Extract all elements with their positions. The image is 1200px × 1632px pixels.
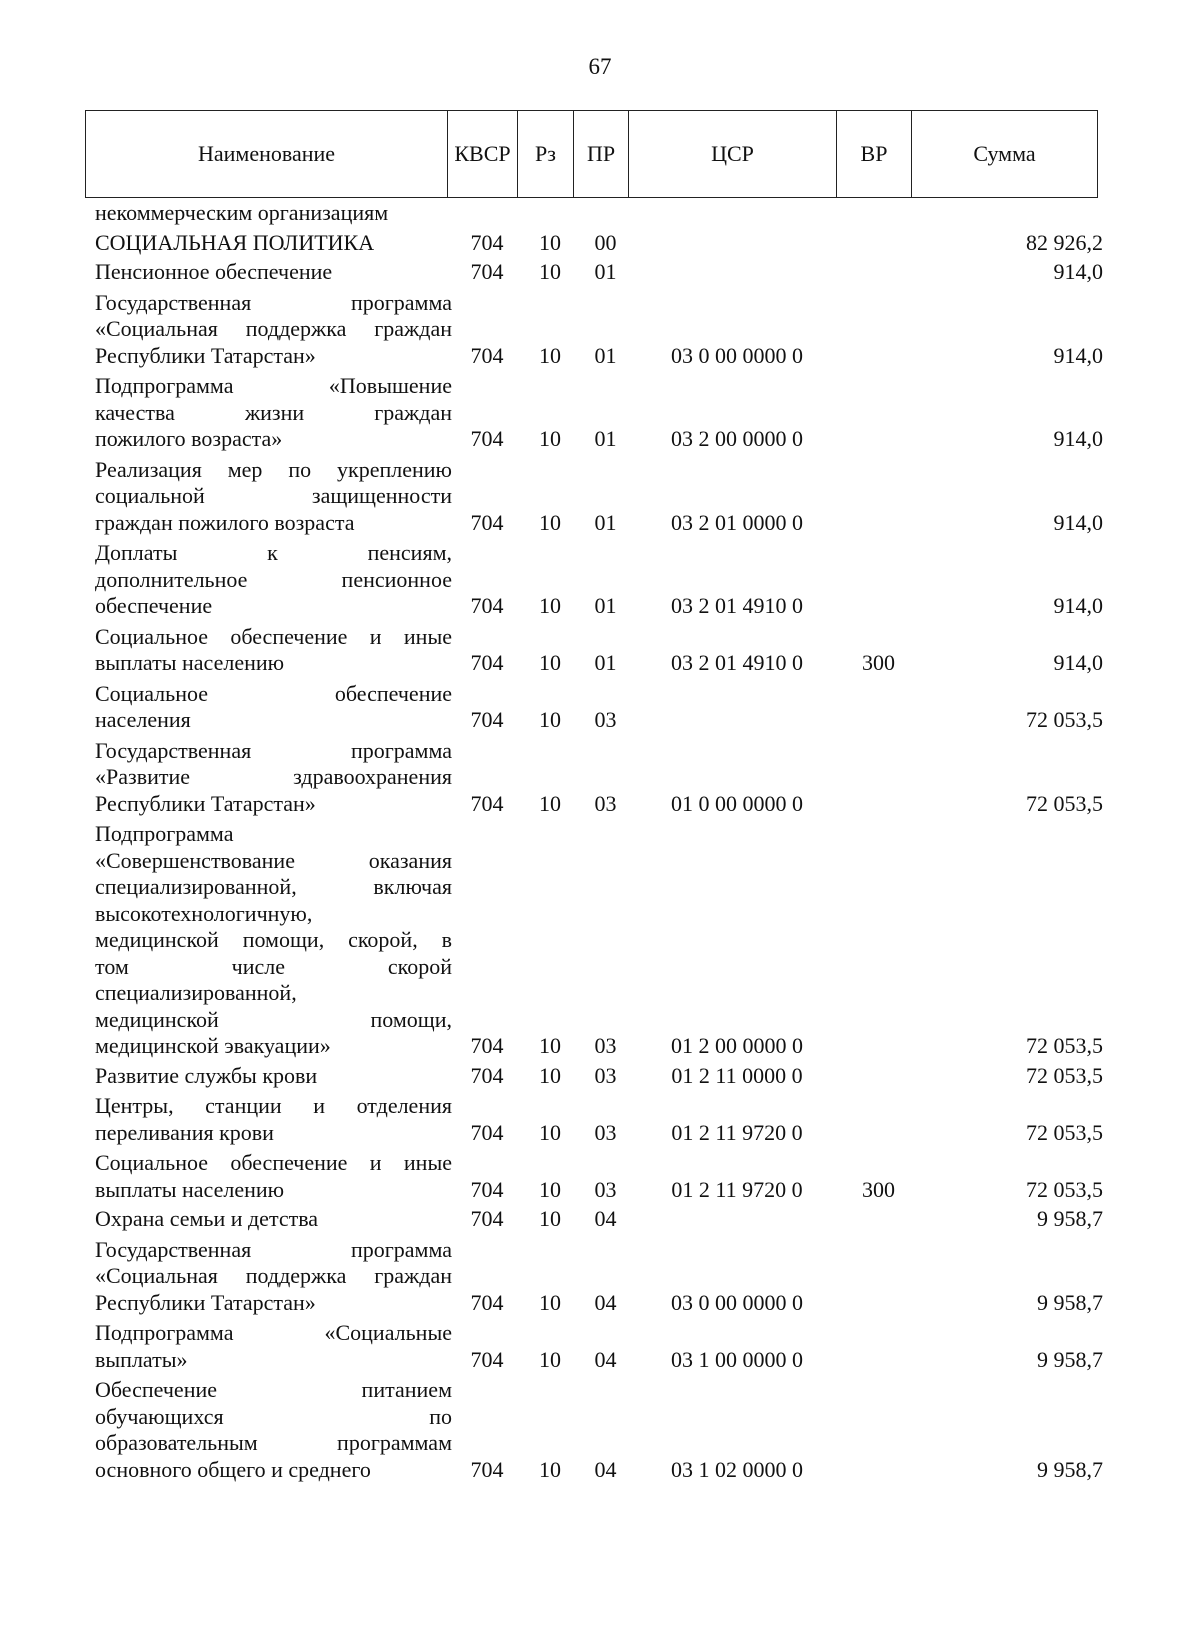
row-kvsr: 704	[470, 259, 504, 284]
row-name-line: Социальное обеспечение и иные	[95, 623, 452, 649]
row-name-line: Развитие службы крови	[95, 1062, 318, 1088]
row-csr: 01 0 00 0000 0	[671, 790, 803, 816]
row-sum: 72 053,5	[1026, 1176, 1103, 1202]
row-name-line: Социальное обеспечение и иные	[95, 1150, 452, 1175]
row-pr: 03	[594, 1119, 617, 1145]
row-kvsr: 704	[470, 1289, 504, 1315]
row-pr: 01	[594, 650, 617, 675]
row-name-line: «Социальная поддержка граждан	[95, 316, 452, 341]
row-rz: 10	[539, 1206, 561, 1231]
row-name-line: Центры, станции и отделения	[95, 1093, 452, 1118]
row-kvsr: 704	[470, 1176, 504, 1202]
table-row	[85, 259, 1130, 286]
row-csr: 03 1 00 0000 0	[671, 1346, 803, 1372]
row-name	[85, 230, 452, 257]
row-name-line: обеспечение	[95, 593, 213, 618]
row-kvsr: 704	[470, 1456, 504, 1482]
row-csr: 03 2 01 4910 0	[671, 650, 803, 675]
row-name-line: том числе скорой	[95, 953, 452, 979]
row-name-line: Республики Татарстан»	[95, 342, 316, 368]
table-row	[85, 738, 1130, 818]
row-pr: 04	[594, 1346, 617, 1372]
row-sum: 9 958,7	[1037, 1346, 1103, 1372]
row-name	[85, 1093, 452, 1146]
row-sum: 72 053,5	[1026, 707, 1103, 732]
row-rz: 10	[539, 790, 561, 816]
table-row	[85, 1320, 1130, 1373]
row-pr: 01	[594, 593, 617, 618]
row-name-line: медицинской эвакуации»	[95, 1033, 331, 1058]
row-name-line: обучающихся по	[95, 1403, 452, 1429]
row-name-line: Пенсионное обеспечение	[95, 259, 333, 284]
row-pr: 01	[594, 342, 617, 368]
header-name: Наименование	[86, 111, 448, 198]
header-pr: ПР	[574, 111, 629, 198]
row-rz: 10	[539, 342, 561, 368]
table-row	[85, 1150, 1130, 1203]
row-kvsr: 704	[470, 593, 504, 618]
row-rz: 10	[539, 1346, 561, 1372]
row-kvsr: 704	[470, 1062, 504, 1088]
row-name-line: Подпрограмма «Социальные	[95, 1320, 452, 1345]
row-name-line: выплаты населению	[95, 1176, 285, 1202]
row-name	[85, 738, 452, 818]
row-pr: 00	[594, 229, 617, 255]
row-name	[85, 1377, 452, 1483]
row-name-line: Доплаты к пенсиям,	[95, 540, 452, 565]
row-name-line: «Совершенствование оказания	[95, 847, 452, 873]
row-name-line: «Развитие здравоохранения	[95, 764, 452, 789]
row-name-line: социальной защищенности	[95, 483, 452, 508]
row-name-line: Реализация мер по укреплению	[95, 456, 452, 482]
row-pr: 04	[594, 1206, 617, 1231]
row-name	[85, 373, 452, 453]
table-row	[85, 1237, 1130, 1317]
row-name-line: Государственная программа	[95, 289, 452, 315]
row-csr: 03 0 00 0000 0	[671, 342, 803, 368]
table-row	[85, 457, 1130, 537]
row-name	[85, 681, 452, 734]
row-sum: 82 926,2	[1026, 229, 1103, 255]
row-name	[85, 1063, 452, 1090]
row-name	[85, 457, 452, 537]
row-sum: 914,0	[1053, 342, 1103, 368]
row-kvsr: 704	[470, 1346, 504, 1372]
row-kvsr: 704	[470, 1206, 504, 1231]
row-pr: 03	[594, 1033, 617, 1058]
row-name-line: выплаты»	[95, 1346, 188, 1372]
row-pr: 04	[594, 1289, 617, 1315]
row-name-line: переливания крови	[95, 1119, 274, 1145]
row-rz: 10	[539, 259, 561, 284]
row-sum: 9 958,7	[1037, 1456, 1103, 1482]
header-csr: ЦСР	[629, 111, 837, 198]
row-name	[85, 200, 452, 227]
row-rz: 10	[539, 593, 561, 618]
row-sum: 914,0	[1053, 593, 1103, 618]
row-sum: 914,0	[1053, 259, 1103, 284]
row-kvsr: 704	[470, 426, 504, 451]
row-rz: 10	[539, 1033, 561, 1058]
row-kvsr: 704	[470, 707, 504, 732]
row-vr: 300	[862, 1176, 895, 1202]
row-kvsr: 704	[470, 1119, 504, 1145]
row-name-line: пожилого возраста»	[95, 426, 283, 451]
table-row	[85, 540, 1130, 620]
row-kvsr: 704	[470, 650, 504, 675]
row-name-line: образовательным программам	[95, 1430, 452, 1455]
table-header	[85, 110, 1098, 198]
row-sum: 72 053,5	[1026, 790, 1103, 816]
row-name-line: граждан пожилого возраста	[95, 509, 355, 535]
header-kvsr: КВСР	[448, 111, 518, 198]
row-csr: 01 2 11 0000 0	[671, 1062, 803, 1088]
table-row	[85, 624, 1130, 677]
row-rz: 10	[539, 650, 561, 675]
row-name	[85, 259, 452, 286]
row-name	[85, 821, 452, 1060]
row-name-line: специализированной, включая	[95, 874, 452, 899]
row-rz: 10	[539, 1456, 561, 1482]
row-csr: 03 2 00 0000 0	[671, 426, 803, 451]
row-sum: 9 958,7	[1037, 1206, 1103, 1231]
table-row	[85, 821, 1130, 1060]
row-pr: 01	[594, 509, 617, 535]
row-sum: 9 958,7	[1037, 1289, 1103, 1315]
row-name-line: некоммерческим организациям	[95, 200, 389, 225]
row-name	[85, 1237, 452, 1317]
row-csr: 03 2 01 4910 0	[671, 593, 803, 618]
row-name	[85, 1150, 452, 1203]
row-name	[85, 1206, 452, 1233]
row-name-line: Государственная программа	[95, 1236, 452, 1262]
row-rz: 10	[539, 1062, 561, 1088]
row-pr: 03	[594, 1176, 617, 1202]
table-body	[85, 200, 1130, 1483]
row-name-line: «Социальная поддержка граждан	[95, 1263, 452, 1288]
row-csr: 03 2 01 0000 0	[671, 509, 803, 535]
row-kvsr: 704	[470, 1033, 504, 1058]
table-row	[85, 373, 1130, 453]
row-name	[85, 290, 452, 370]
row-name-line: Подпрограмма «Повышение	[95, 373, 452, 398]
row-rz: 10	[539, 1119, 561, 1145]
row-kvsr: 704	[470, 342, 504, 368]
row-name-line: медицинской помощи, скорой, в	[95, 927, 452, 952]
row-pr: 03	[594, 1062, 617, 1088]
row-pr: 01	[594, 259, 617, 284]
row-name-line: основного общего и среднего	[95, 1456, 371, 1482]
row-sum: 914,0	[1053, 426, 1103, 451]
row-sum: 72 053,5	[1026, 1033, 1103, 1058]
row-sum: 72 053,5	[1026, 1062, 1103, 1088]
row-name-line: Подпрограмма	[95, 821, 234, 846]
row-name-line: специализированной,	[95, 980, 297, 1005]
table-row	[85, 200, 1130, 227]
row-name-line: Республики Татарстан»	[95, 1289, 316, 1315]
row-csr: 01 2 00 0000 0	[671, 1033, 803, 1058]
row-pr: 03	[594, 707, 617, 732]
row-rz: 10	[539, 1176, 561, 1202]
row-rz: 10	[539, 707, 561, 732]
row-name-line: Республики Татарстан»	[95, 790, 316, 816]
row-vr: 300	[862, 650, 895, 675]
row-rz: 10	[539, 1289, 561, 1315]
row-kvsr: 704	[470, 790, 504, 816]
row-kvsr: 704	[470, 509, 504, 535]
row-rz: 10	[539, 509, 561, 535]
row-pr: 03	[594, 790, 617, 816]
row-name-line: выплаты населению	[95, 650, 285, 675]
row-name-line: высокотехнологичную,	[95, 900, 313, 926]
row-csr: 03 1 02 0000 0	[671, 1456, 803, 1482]
header-sum: Сумма	[912, 111, 1098, 198]
row-name-line: населения	[95, 707, 191, 732]
table-row	[85, 1377, 1130, 1483]
row-name-line: СОЦИАЛЬНАЯ ПОЛИТИКА	[95, 229, 375, 255]
table-row	[85, 290, 1130, 370]
row-pr: 01	[594, 426, 617, 451]
row-pr: 04	[594, 1456, 617, 1482]
page-number: 67	[588, 54, 612, 79]
header-rz: Рз	[518, 111, 574, 198]
row-name-line: Обеспечение питанием	[95, 1377, 452, 1402]
header-vr: ВР	[837, 111, 912, 198]
row-name-line: Охрана семьи и детства	[95, 1206, 319, 1231]
row-name-line: медицинской помощи,	[95, 1006, 452, 1032]
row-name-line: Государственная программа	[95, 737, 452, 763]
row-rz: 10	[539, 426, 561, 451]
row-name-line: Социальное обеспечение	[95, 680, 452, 706]
table-row	[85, 1093, 1130, 1146]
row-kvsr: 704	[470, 229, 504, 255]
table-row	[85, 1206, 1130, 1233]
row-name	[85, 624, 452, 677]
row-name-line: дополнительное пенсионное	[95, 566, 452, 592]
row-csr: 01 2 11 9720 0	[671, 1176, 803, 1202]
table-row	[85, 1063, 1130, 1090]
table-row	[85, 230, 1130, 257]
row-sum: 914,0	[1053, 650, 1103, 675]
row-name	[85, 1320, 452, 1373]
row-csr: 03 0 00 0000 0	[671, 1289, 803, 1315]
row-name-line: качества жизни граждан	[95, 399, 452, 425]
row-rz: 10	[539, 229, 561, 255]
row-name	[85, 540, 452, 620]
row-sum: 72 053,5	[1026, 1119, 1103, 1145]
table-row	[85, 681, 1130, 734]
row-csr: 01 2 11 9720 0	[671, 1119, 803, 1145]
row-sum: 914,0	[1053, 509, 1103, 535]
